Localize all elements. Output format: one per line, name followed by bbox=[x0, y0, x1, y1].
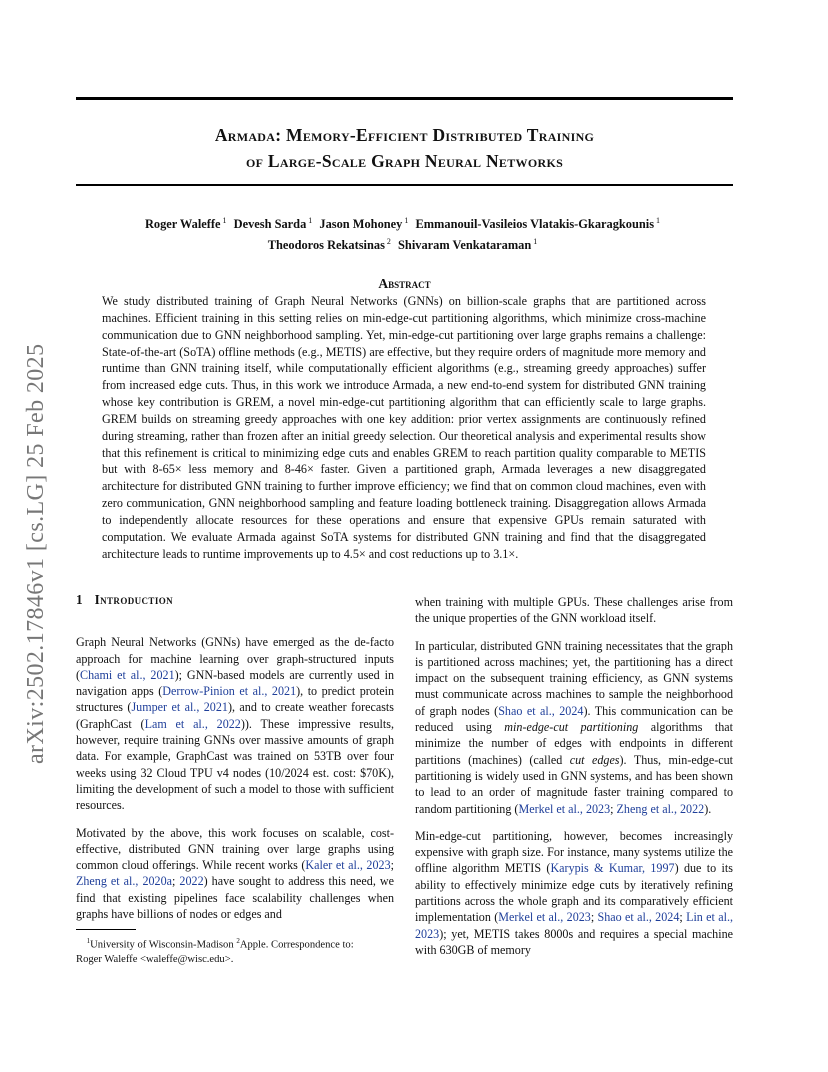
title-line-1: Armada: Memory-Efficient Distributed Training bbox=[214, 125, 595, 145]
author-line-2 bbox=[76, 233, 733, 254]
abstract-text: We study distributed training of Graph Neural Networks (GNNs) on billion-scale graphs that are partitioned across machines. Efficient training in this setting relies on min-edge-cut partitioning algorithms, which minimize cross-machine communication due to GNN neighborhood sampling. Yet, min-edge-cut partitioning over large graphs remains a challenge: State-of-the-art (SoTA) offline methods (e.g., METIS) are effective, but they require orders of magnitude more memory and runtime than GNN training itself, while computationally efficient algorithms (e.g., streaming greedy approaches) suffer from increased edge cuts. Thus, in this work we introduce Armada, a new end-to-end system for distributed GNN training whose key contribution is GREM, a novel min-edge-cut partitioning algorithm that can efficiently scale to large graphs. GREM builds on streaming greedy approaches with one key addition: prior vertex assignments are continuously refined during streaming, rather than frozen after an initial greedy selection. Our theoretical analysis and experimental results show that this refinement is critical to minimizing edge cuts and enables GREM to reach partition quality comparable to METIS but with 8-65× less memory and 8-46× faster. Given a partitioned graph, Armada leverages a new disaggregated architecture for distributed GNN training to further improve efficiency; we find that on common cloud machines, even with zero communication, GNN neighborhood sampling and feature loading bottleneck training. Disaggregation allows Armada to independently allocate resources for these operations and ensure that expensive GPUs remain saturated with computation. We evaluate Armada against SoTA systems for distributed GNN training and find that the disaggregated architecture leads to runtime improvements up to 4.5× and cost reductions up to 3.1×. bbox=[102, 294, 706, 561]
author-name: Theodoros Rekatsinas bbox=[267, 238, 385, 253]
author-affiliation: 2 bbox=[386, 237, 391, 247]
body-column-right bbox=[415, 594, 733, 969]
abstract-heading: Abstract bbox=[378, 276, 431, 291]
section-number: 1 bbox=[76, 592, 83, 607]
footnote bbox=[76, 929, 394, 967]
section-heading bbox=[76, 592, 394, 608]
footnote-line-2: Roger Waleffe <waleffe@wisc.edu>. bbox=[76, 953, 234, 965]
author-line-1 bbox=[76, 212, 733, 233]
footnote-affiliation: University of Wisconsin-Madison bbox=[90, 939, 237, 951]
author-affiliation: 1 bbox=[222, 216, 227, 225]
author-affiliation: 1 bbox=[308, 216, 313, 225]
arxiv-identifier: arXiv:2502.17846v1 [cs.LG] 25 Feb 2025 bbox=[23, 343, 49, 764]
author-name: Jason Mohoney bbox=[319, 217, 403, 232]
author-name: Shivaram Venkataraman bbox=[398, 238, 532, 253]
footnote-correspondence: Apple. Correspondence to: bbox=[239, 939, 354, 951]
section-title: Introduction bbox=[94, 592, 174, 607]
intro-paragraph-4: In particular, distributed GNN training necessitates that the graph is partitioned across machines; yet, the partitioning has a direct impact on the subsequent training efficiency, as GNN systems must communicate across machines to sample the neighborhood of graph nodes (Shao et al., 2024). This communication can be reduced using min-edge-cut partitioning algorithms that minimize the number of edges with endpoints in different partitions (machines) (called cut edges). Thus, min-edge-cut partitioning is widely used in GNN systems, and has been shown to lead to an order of magnitude faster training compared to random partitioning (Merkel et al., 2023; Zheng et al., 2022). bbox=[415, 638, 733, 816]
author-name: Devesh Sarda bbox=[233, 217, 307, 232]
author-affiliation: 1 bbox=[656, 216, 661, 225]
title-rule-bottom bbox=[76, 184, 733, 186]
intro-paragraph-3: when training with multiple GPUs. These challenges arise from the unique properties of the GNN workload itself. bbox=[415, 595, 733, 626]
title-line-2: of Large-Scale Graph Neural Networks bbox=[245, 151, 564, 171]
footnote-rule bbox=[76, 929, 136, 930]
paper-title bbox=[76, 122, 733, 174]
author-affiliation: 1 bbox=[404, 216, 409, 225]
intro-paragraph-5: Min-edge-cut partitioning, however, becomes increasingly expensive with graph size. For instance, many systems utilize the offline algorithm METIS (Karypis & Kumar, 1997) due to its ability to effectively minimize edge cuts by iteratively refining partitions across the whole graph and its comparatively efficient implementation (Merkel et al., 2023; Shao et al., 2024; Lin et al., 2023); yet, METIS takes 8000s and requires a special machine with 630GB of memory bbox=[415, 828, 733, 957]
body-column-left bbox=[76, 592, 394, 933]
intro-paragraph-2: Motivated by the above, this work focuses on scalable, cost-effective, distributed GNN training over large graphs using common cloud offerings. While recent works (Kaler et al., 2023; Zheng et al., 2020a; 2022) have sought to address this need, we find that existing pipelines face scalability challenges when graphs have billions of nodes or edges and bbox=[76, 825, 394, 922]
footnote-marker: 2 bbox=[236, 937, 240, 945]
abstract-body bbox=[102, 293, 706, 563]
author-name: Emmanouil-Vasileios Vlatakis-Gkaragkounis bbox=[415, 217, 655, 232]
intro-paragraph-1: Graph Neural Networks (GNNs) have emerged as the de-facto approach for machine learning over graph-structured inputs (Chami et al., 2021); GNN-based models are currently used in navigation apps (Derrow-Pinion et al., 2021), to predict protein structures (Jumper et al., 2021), and to create weather forecasts (GraphCast (Lam et al., 2022)). These impressive results, however, require training GNNs over massive amounts of graph data. For example, GraphCast was trained on 53TB over four weeks using 32 Cloud TPU v4 nodes (10/2024 est. cost: $70K), limiting the development of such a model to those with sufficient resources. bbox=[76, 635, 394, 813]
author-affiliation: 1 bbox=[533, 237, 538, 247]
footnote-marker: 1 bbox=[86, 937, 91, 945]
footnote-line-1 bbox=[76, 934, 394, 953]
title-rule-top bbox=[76, 97, 733, 100]
author-name: Roger Waleffe bbox=[144, 217, 221, 232]
author-list bbox=[76, 212, 733, 254]
